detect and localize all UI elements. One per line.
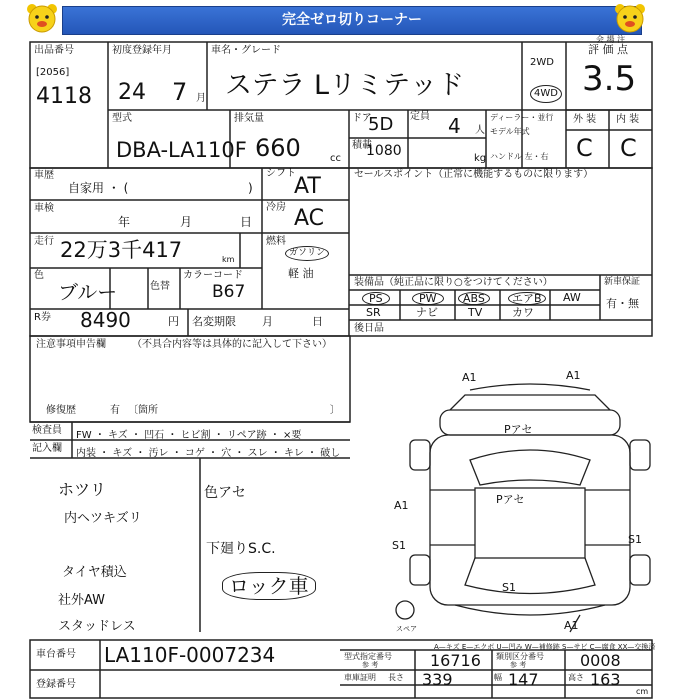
model-value: DBA-LA110F [116, 138, 247, 162]
load-value: 1080 [366, 143, 402, 159]
equip-abs: ABS [458, 292, 490, 305]
registration-label: 登録番号 [36, 679, 76, 690]
capacity-unit: 人 [475, 125, 485, 136]
check-row1: FW ・ キズ ・ 凹石 ・ ヒビ割 ・ リペア跡 ・ ×要 [76, 430, 302, 441]
equip-kawa: カワ [512, 306, 534, 319]
width-label: 幅 [494, 673, 502, 682]
note-3: 色アセ [204, 485, 246, 501]
inspection-month: 月 [180, 215, 193, 229]
equipment-label: 装備品（純正品に限り○をつけてください） [354, 277, 553, 288]
mileage-unit: km [222, 255, 235, 264]
name-change-month: 月 [262, 315, 273, 328]
repair-value: 有 [110, 405, 120, 416]
equip-aw: AW [563, 291, 581, 304]
org-label: 会 場 注 [596, 35, 626, 44]
mark-spare: スペア [396, 625, 417, 633]
aircon-label: 冷房 [266, 202, 286, 213]
lot-sub: [2056] [36, 67, 70, 78]
mark-s1-right: S1 [628, 533, 642, 546]
damage-legend: A—キズ E—エクボ U—凹み W—補修跡 S—サビ C—腐食 XX—交換済 [434, 643, 656, 651]
car-name-value: ステラ Lリミテッド [225, 70, 465, 101]
interior-value: C [620, 134, 637, 162]
exterior-value: C [576, 134, 593, 162]
equip-pw: PW [412, 292, 444, 305]
note-6: 社外AW [58, 593, 106, 608]
class-num-label: 類別区分番号 [496, 652, 544, 661]
score-value: 3.5 [582, 59, 637, 99]
mark-a1-side: A1 [394, 499, 409, 512]
usage-label: 車歴 [34, 170, 54, 181]
chassis-value: LA110F-0007234 [104, 643, 276, 667]
mark-a1-front-right: A1 [566, 369, 581, 382]
type-cert-ref: 参 考 [362, 661, 379, 669]
notes-hint: （不具合内容等は具体的に記入して下さい） [132, 339, 332, 350]
class-num-ref: 参 考 [510, 661, 527, 669]
equip-tv: TV [468, 306, 483, 319]
car-name-label: 車名・グレード [211, 45, 281, 56]
equip-navi: ナビ [416, 306, 438, 319]
note-4: 下廻りS.C. [206, 541, 276, 557]
recycle-value: 8490 [80, 308, 131, 332]
doors-label: ドア [352, 113, 372, 124]
shift-label: シフト [266, 168, 296, 179]
first-reg-label: 初度登録年月 [112, 45, 172, 56]
sales-point-label: セールスポイント（正常に機能するものに限ります） [354, 169, 594, 180]
check-row1-label: 検査員 [32, 425, 62, 436]
height-label: 高さ [568, 673, 584, 682]
lot-label: 出品番号 [34, 45, 74, 56]
fuel-gas: ガソリン [285, 246, 329, 261]
warranty-value: 有・無 [606, 297, 639, 310]
first-reg-month-unit: 月 [196, 93, 206, 104]
repair-label: 修復歴 [46, 405, 76, 416]
lot-number: 4118 [36, 84, 92, 109]
recycle-unit: 円 [168, 315, 179, 328]
recycle-label: R券 [34, 312, 51, 323]
capacity-value: 4 [448, 114, 461, 138]
mileage-value: 22万3千417 [60, 238, 183, 262]
fuel-label: 燃料 [266, 236, 286, 247]
inspection-label: 車検 [34, 203, 54, 214]
banner-title: 完全ゼロ切りコーナー [62, 6, 642, 35]
repair-place: 〔箇所 [128, 405, 158, 416]
drive-2wd: 2WD [530, 57, 554, 68]
mark-s1-rear: S1 [502, 581, 516, 594]
score-label: 評 価 点 [588, 43, 628, 56]
mark-a1-rear: A1 [564, 619, 579, 632]
width-value: 147 [508, 670, 539, 689]
name-change-label: 名変期限 [192, 315, 236, 328]
mark-a1-front-left: A1 [462, 371, 477, 384]
check-row2-label: 記入欄 [32, 443, 62, 454]
mark-s1-left: S1 [392, 539, 406, 552]
model-year-label: モデル年式 [490, 127, 530, 136]
repaint-label: 色替 [150, 281, 170, 292]
first-reg-month: 7 [172, 78, 188, 106]
name-change-day: 日 [312, 315, 323, 328]
car-damage-diagram [395, 370, 665, 640]
drive-4wd: 4WD [530, 85, 562, 103]
type-cert-value: 16716 [430, 651, 481, 670]
inspection-year: 年 [118, 215, 131, 229]
aircon-value: AC [294, 206, 325, 231]
inspection-day: 日 [240, 215, 253, 229]
chassis-label: 車台番号 [36, 649, 76, 660]
handle-label: ハンドル 左・右 [490, 152, 549, 161]
exterior-label: 外 装 [573, 114, 597, 125]
note-2: 内ヘツキズリ [64, 511, 142, 526]
load-unit: kg [474, 153, 487, 164]
model-label: 型式 [112, 113, 132, 124]
equip-airbag: エアB [508, 292, 546, 305]
note-8: ロック車 [222, 572, 316, 600]
class-num-value: 0008 [580, 651, 621, 670]
note-1: ホツリ [58, 480, 107, 499]
length-value: 339 [422, 670, 453, 689]
equip-sr: SR [366, 306, 381, 319]
usage-close: ) [248, 181, 253, 195]
load-label: 積載 [352, 140, 372, 151]
equip-ps: PS [362, 292, 390, 305]
usage-value: 自家用 ・ ( [68, 181, 129, 195]
color-label: 色 [34, 270, 44, 281]
fuel-light-oil: 軽 油 [288, 267, 314, 280]
color-code-label: カラーコード [183, 270, 243, 281]
height-value: 163 [590, 670, 621, 689]
mark-p-roof: Pアセ [496, 493, 525, 506]
displacement-value: 660 [255, 134, 301, 162]
note-5: タイヤ積込 [62, 565, 127, 580]
length-label: 長さ [388, 673, 404, 682]
color-code-value: B67 [212, 282, 246, 302]
repair-close: 〕 [330, 405, 340, 416]
capacity-label: 定員 [410, 111, 430, 122]
color-value: ブルー [58, 280, 118, 304]
type-cert-label: 型式指定番号 [344, 652, 392, 661]
interior-label: 内 装 [616, 114, 640, 125]
check-row2: 内装 ・ キズ ・ 汚レ ・ コゲ ・ 穴 ・ スレ ・ キレ ・ 破し [76, 448, 341, 459]
dims-label: 車庫証明 [344, 673, 376, 682]
mark-p-hood: Pアセ [504, 423, 533, 436]
dims-unit: cm [636, 687, 649, 696]
note-7: スタッドレス [58, 619, 136, 634]
notes-label: 注意事項申告欄 [36, 339, 106, 350]
displacement-label: 排気量 [234, 113, 264, 124]
warranty-label: 新車保証 [604, 277, 641, 287]
mileage-label: 走行 [34, 236, 54, 247]
doors-value: 5D [368, 114, 394, 135]
shift-value: AT [294, 174, 321, 199]
dealer-label: ディーラー・並行 [490, 113, 554, 122]
displacement-unit: cc [330, 153, 341, 164]
rear-seat-label: 後日品 [354, 323, 384, 334]
first-reg-year: 24 [118, 80, 146, 105]
